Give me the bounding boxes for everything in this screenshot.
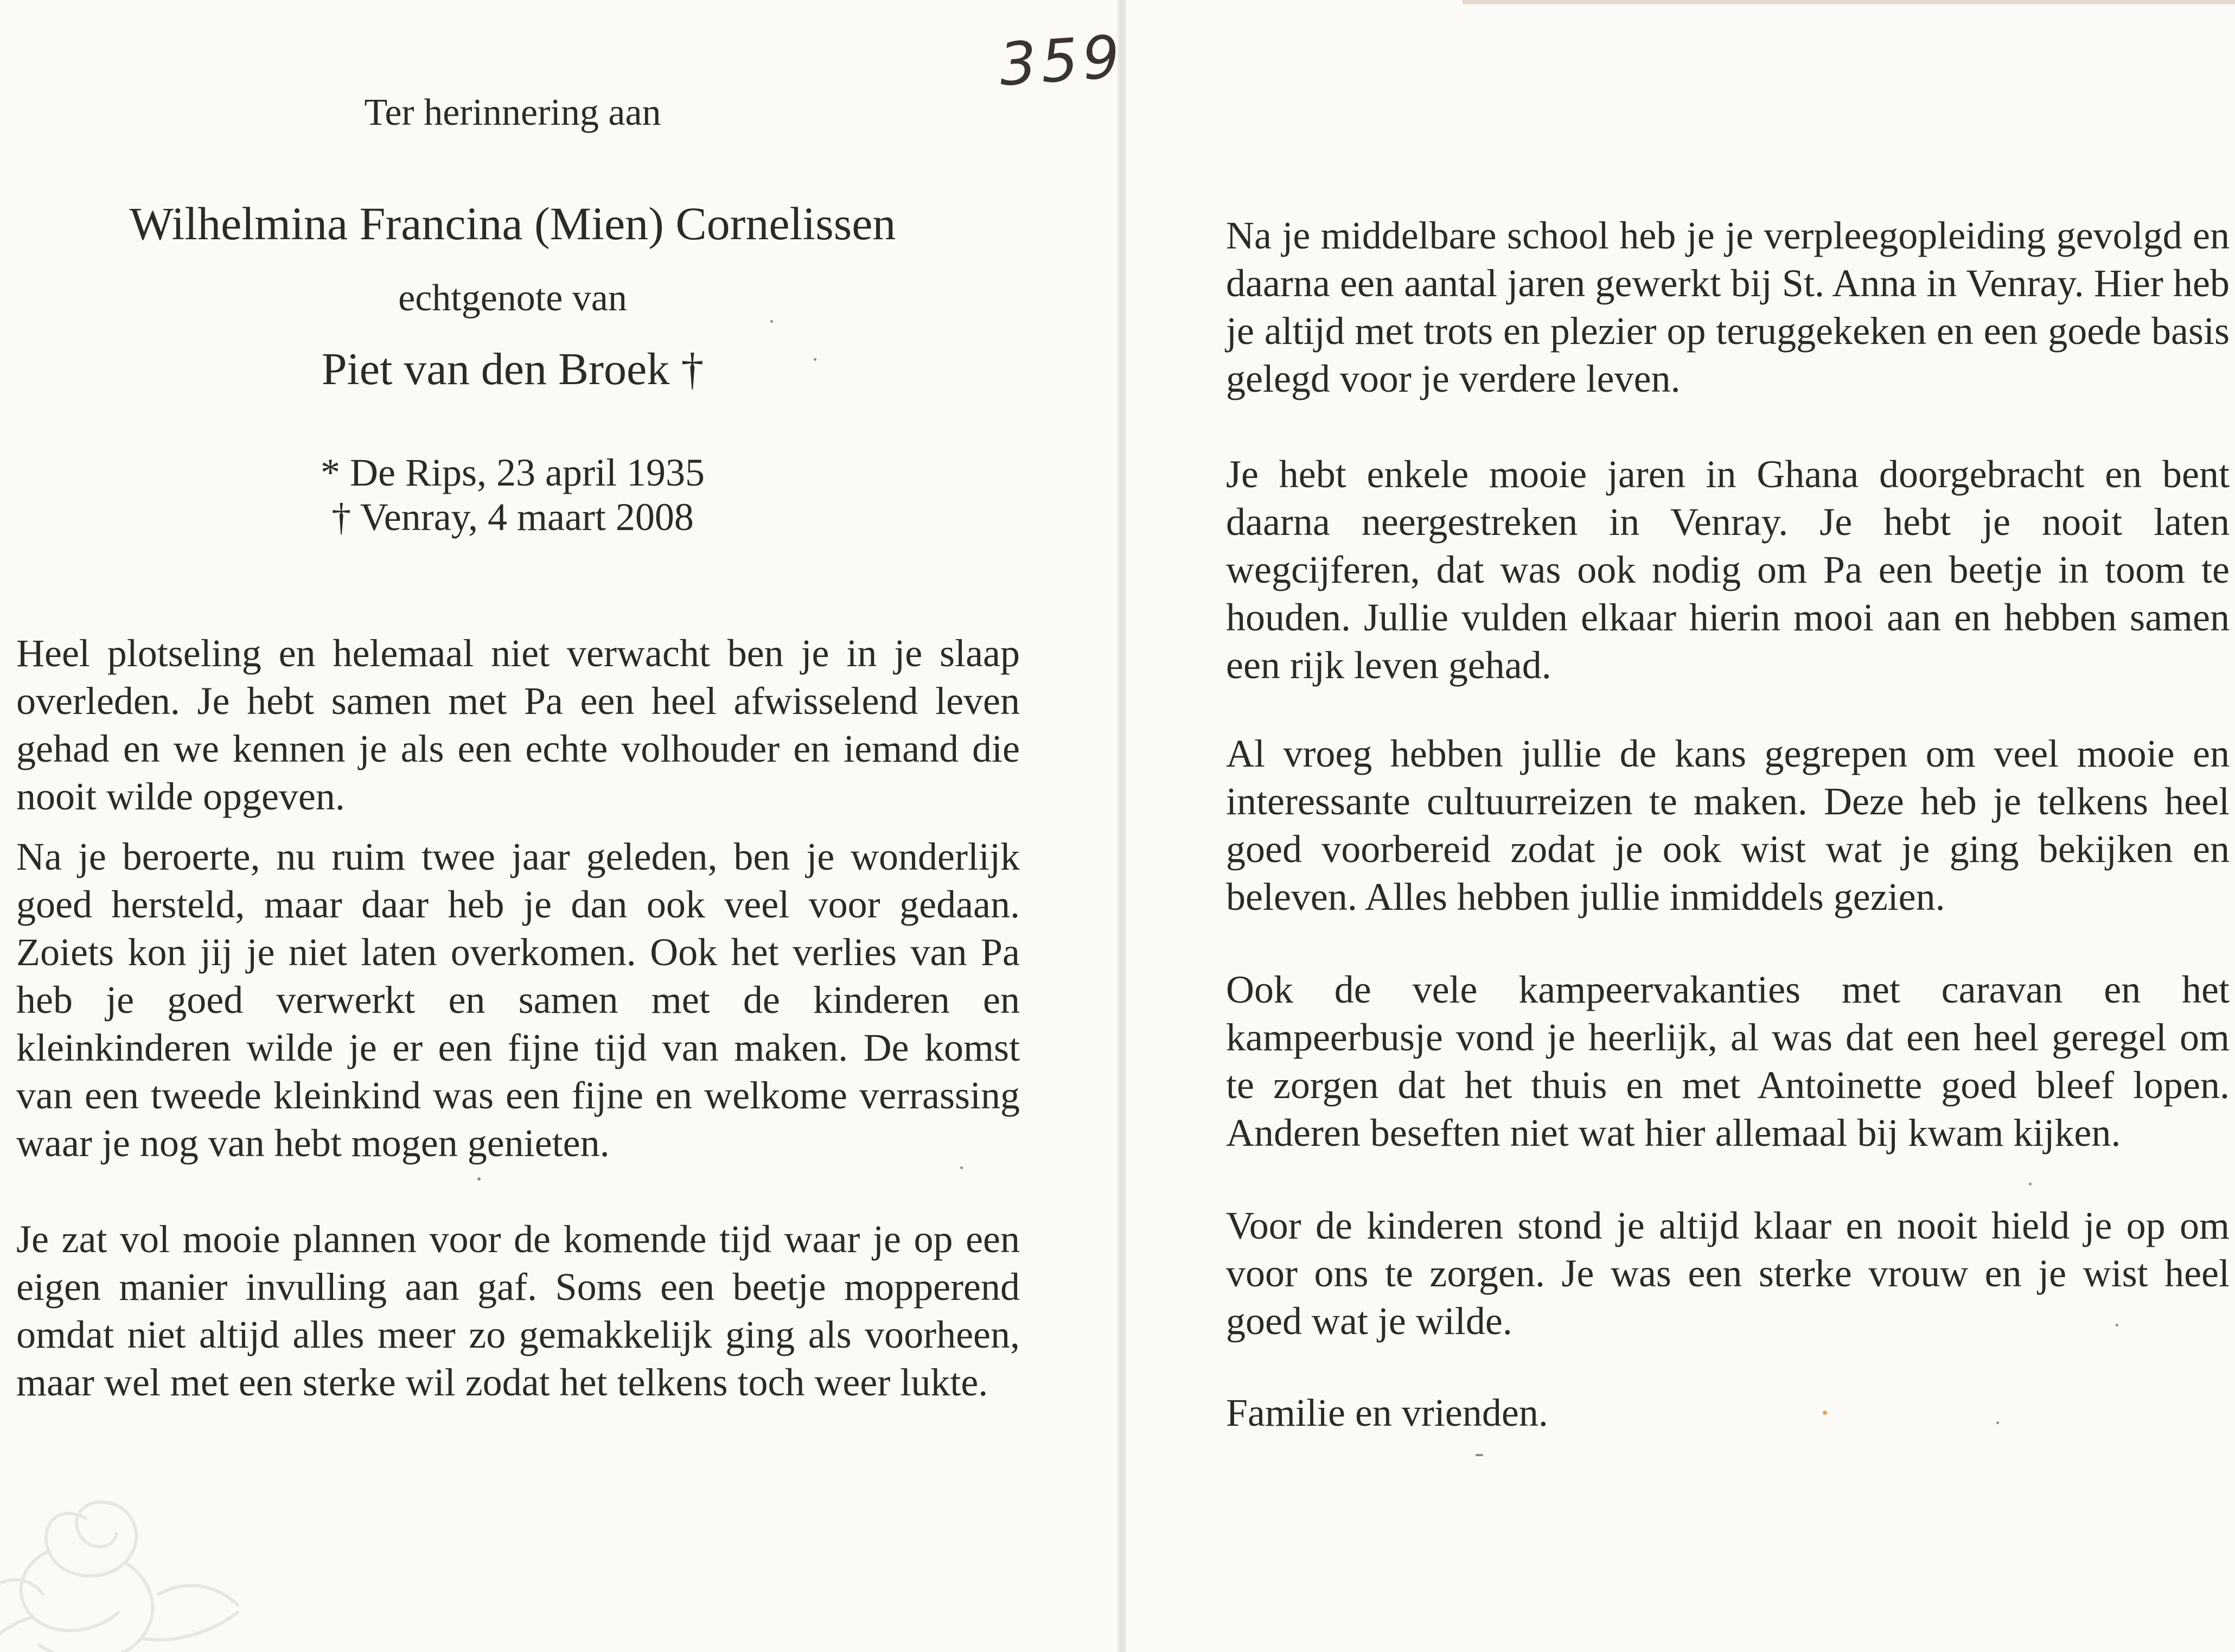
spouse-label: echtgenote van [398,277,627,319]
paragraph-text: Voor de kinderen stond je altijd klaar en nooit hield je op om voor ons te zorgen. Je was een sterke vrouw en je wist heel goed wat je wilde. [1226,1204,2230,1343]
death-line: † Venray, 4 maart 2008 [331,495,694,539]
left-paragraph-1 [16,629,1020,820]
intro-line: Ter herinnering aan [364,92,661,133]
left-paragraph-3 [16,1215,1020,1406]
right-paragraph-4 [1226,966,2230,1157]
rose-emboss-icon [0,1454,271,1652]
scan-speck [2029,1183,2032,1185]
scan-speck [960,1166,963,1169]
top-edge-line [1463,0,2235,4]
paragraph-text: Ook de vele kampeervakanties met caravan en het kampeerbusje vond je heerlijk, al was dat een heel geregel om te zorgen dat het thuis en met Antoinette goed bleef lopen. Anderen beseften niet wat hier allemaal bij kwam kijken. [1226,968,2230,1155]
scan-speck [814,358,816,361]
signoff-text: Familie en vrienden. [1226,1391,1548,1434]
right-signoff [1226,1389,2230,1437]
card-fold [1118,0,1126,1652]
paragraph-text: Na je middelbare school heb je je verpleegopleiding gevolgd en daarna een aantal jaren gewerkt bij St. Anna in Venray. Hier heb je altijd met trots en plezier op teruggekeken en een goede basis gelegd voor je verdere leven. [1226,214,2230,400]
paragraph-text: Heel plotseling en helemaal niet verwacht ben je in je slaap overleden. Je hebt samen met Pa een heel afwisselend leven gehad en we kennen je als een echte volhouder en iemand die nooit wilde opgeven. [16,632,1020,818]
spouse-name: Piet van den Broek † [321,344,704,394]
scan-speck [770,320,773,323]
scan-speck [2116,1324,2118,1326]
scan-speck [1996,1421,1999,1424]
paragraph-text: Al vroeg hebben jullie de kans gegrepen om veel mooie en interessante cultuurreizen te maken. Deze heb je telkens heel goed voorbereid zodat je ook wist wat je ging bekijken en beleven. Alles hebben jullie inmiddels gezien. [1226,732,2230,919]
paragraph-text: Je hebt enkele mooie jaren in Ghana doorgebracht en bent daarna neergestreken in Venray. Je hebt je nooit laten wegcijferen, dat was ook nodig om Pa een beetje in toom te houden. Jullie vulden elkaar hierin mooi aan en hebben samen een rijk leven gehad. [1226,452,2230,687]
right-paragraph-5 [1226,1202,2230,1345]
right-paragraph-1 [1226,212,2230,403]
paragraph-text: Na je beroerte, nu ruim twee jaar geleden, ben je wonderlijk goed hersteld, maar daar heb je dan ook veel voor gedaan. Zoiets kon jij je niet laten overkomen. Ook het verlies van Pa heb je goed verwerkt en samen met de kinderen en kleinkinderen wilde je er een fijne tijd van maken. De komst van een tweede kleinkind was een fijne en welkome verrassing waar je nog van hebt mogen genieten. [16,835,1020,1165]
deceased-name: Wilhelmina Francina (Mien) Cornelissen [129,197,896,250]
scan-speck [1476,1454,1483,1456]
left-paragraph-2 [16,833,1020,1167]
scan-speck [477,1177,481,1181]
handwritten-page-number: 359 [997,23,1127,99]
birth-line: * De Rips, 23 april 1935 [321,451,705,494]
right-paragraph-3 [1226,730,2230,921]
right-paragraph-2 [1226,450,2230,689]
scan-speck [1823,1411,1827,1415]
paragraph-text: Je zat vol mooie plannen voor de komende tijd waar je op een eigen manier invulling aan gaf. Soms een beetje mopperend omdat niet altijd alles meer zo gemakkelijk ging als voorheen, maar wel met een sterke wil zodat het telkens toch weer lukte. [16,1217,1020,1404]
